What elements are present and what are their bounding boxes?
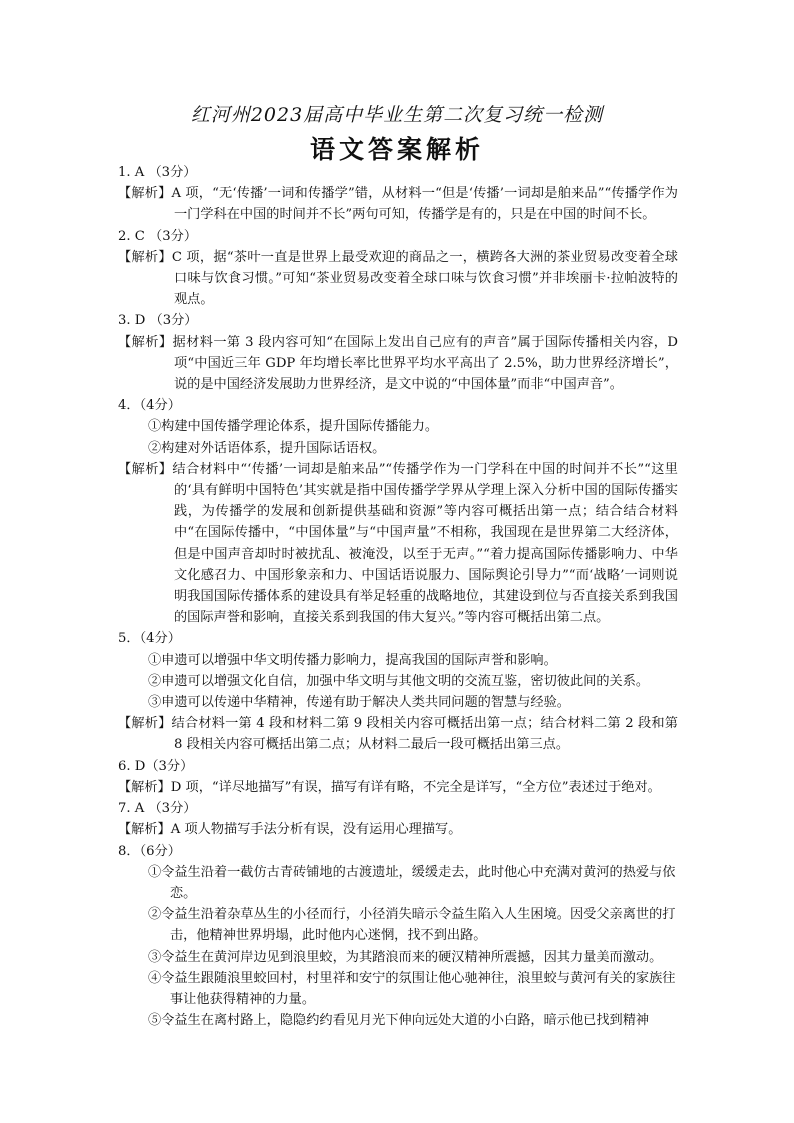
analysis-label: 【解析】 <box>118 779 171 795</box>
analysis-label: 【解析】 <box>118 334 173 350</box>
question-4-analysis-text: 结合材料中“‘传播’一词却是舶来品”“传播学作为一门学科在中国的时间并不长”“这里的‘具有鲜明中国特色’其实就是指中国传播学学界从学理上深入分析中国的国际传播实践，为传播学的发展和创新提供基础和资源”等内容可概括出第一点；结合结合材料中“在国际传播中，“中国体量”与“中国声量”不相称，我国现在是世界第二大经济体，但是中国声音却时时被扰乱、被淹没，以至于无声。”“着力提高国际传播影响力、中华文化感召力、中国形象亲和力、中国话语说服力、国际舆论引导力”“而‘战略’一词则说明我国国际传播体系的建设具有举足轻重的战略地位，其建设到位与否直接关系到我国的国际声誉和影响，直接关系到我国的伟大复兴。”等内容可概括出第二点。 <box>172 461 678 626</box>
question-1-number: 1. A （3分） <box>118 165 197 180</box>
question-1-analysis-text: A 项，“无‘传播’一词和传播学”错，从材料一“但是‘传播’一词却是舶来品”“传播学作为一门学科在中国的时间并不长”两句可知，传播学是有的，只是在中国的时间不长。 <box>171 186 678 223</box>
question-6-analysis <box>118 777 678 798</box>
question-5-answer-3: ③申遗可以传递中华精神，传递有助于解决人类共同问题的智慧与经验。 <box>148 695 570 711</box>
question-4-number: 4．（4分） <box>118 398 181 414</box>
question-4-answer-2: ②构建对外话语体系，提升国际话语权。 <box>148 440 386 456</box>
question-7-analysis <box>118 819 678 840</box>
analysis-label: 【解析】 <box>118 249 172 265</box>
answer-content <box>118 162 678 1031</box>
question-8-answer-2: ②令益生沿着杂草丛生的小径而行，小径消失暗示令益生陷入人生困境。因受父亲离世的打击，他精神世界坍塌，此时他内心迷惘，找不到出路。 <box>148 907 676 944</box>
question-7-analysis-text: A 项人物描写手法分析有误，没有运用心理描写。 <box>170 822 462 838</box>
question-4-answer-1: ①构建中国传播学理论体系，提升国际传播能力。 <box>148 419 439 435</box>
question-7-number: 7. A （3分） <box>118 801 197 817</box>
question-3-number: 3. D （3分） <box>118 313 198 329</box>
question-6-number: 6. D（3分） <box>118 758 194 774</box>
question-4-analysis <box>118 459 678 629</box>
question-3-analysis <box>118 332 678 396</box>
document-title: 语文答案解析 <box>309 135 484 164</box>
question-8-answer-3: ③令益生在黄河岸边见到浪里蛟，为其踏浪而来的硬汉精神所震撼，因其力量美而激动。 <box>148 949 663 965</box>
question-5-answer-1: ①申遗可以增强中华文明传播力影响力，提高我国的国际声誉和影响。 <box>148 652 557 668</box>
analysis-label: 【解析】 <box>118 461 173 477</box>
question-8-answer-4: ④令益生跟随浪里蛟回村，村里祥和安宁的氛围让他心驰神往，浪里蛟与黄河有关的家族往事让他获得精神的力量。 <box>148 970 676 1007</box>
question-8-answer-5: ⑤令益生在离村路上，隐隐约约看见月光下伸向远处大道的小白路，暗示他已找到精神 <box>148 1013 650 1029</box>
question-1-analysis <box>118 183 678 225</box>
question-3-analysis-text: 据材料一第 3 段内容可知“在国际上发出自己应有的声音”属于国际传播相关内容，D 项“中国近三年 GDP 年均增长率比世界平均水平高出了 2.5%，助力世界经济增长”，说的是中国经济发展助力世界经济，是文中说的“中国体量”而非“中国声音”。 <box>172 334 678 393</box>
question-6-analysis-text: D 项，“详尽地描写”有误，描写有详有略，不完全是详写，“全方位”表述过于绝对。 <box>170 779 661 795</box>
analysis-label: 【解析】 <box>118 186 172 202</box>
question-5-answer-2: ②申遗可以增强文化自信，加强中华文明与其他文明的交流互鉴，密切彼此间的关系。 <box>148 673 650 689</box>
question-2-analysis <box>118 247 678 311</box>
question-5-number: 5．（4分） <box>118 631 181 647</box>
question-8-number: 8．（6分） <box>118 843 181 859</box>
question-8-answer-1: ①令益生沿着一截仿古青砖铺地的古渡遗址，缓缓走去，此时他心中充满对黄河的热爱与依恋。 <box>148 864 676 901</box>
analysis-label: 【解析】 <box>118 716 172 732</box>
question-5-analysis-text: 结合材料一第 4 段和材料二第 9 段相关内容可概括出第一点；结合材料二第 2 段和第 8 段相关内容可概括出第二点；从材料二最后一段可概括出第三点。 <box>171 716 678 753</box>
question-2-analysis-text: C 项，据“茶叶一直是世界上最受欢迎的商品之一，横跨各大洲的茶业贸易改变着全球口味与饮食习惯。”可知“茶业贸易改变着全球口味与饮食习惯”并非埃丽卡·拉帕波特的观点。 <box>171 249 678 308</box>
question-2-number: 2. C （3分） <box>118 228 198 244</box>
exam-title: 红河州2023届高中毕业生第二次复习统一检测 <box>190 104 604 126</box>
analysis-label: 【解析】 <box>118 822 171 838</box>
question-5-analysis <box>118 713 678 755</box>
